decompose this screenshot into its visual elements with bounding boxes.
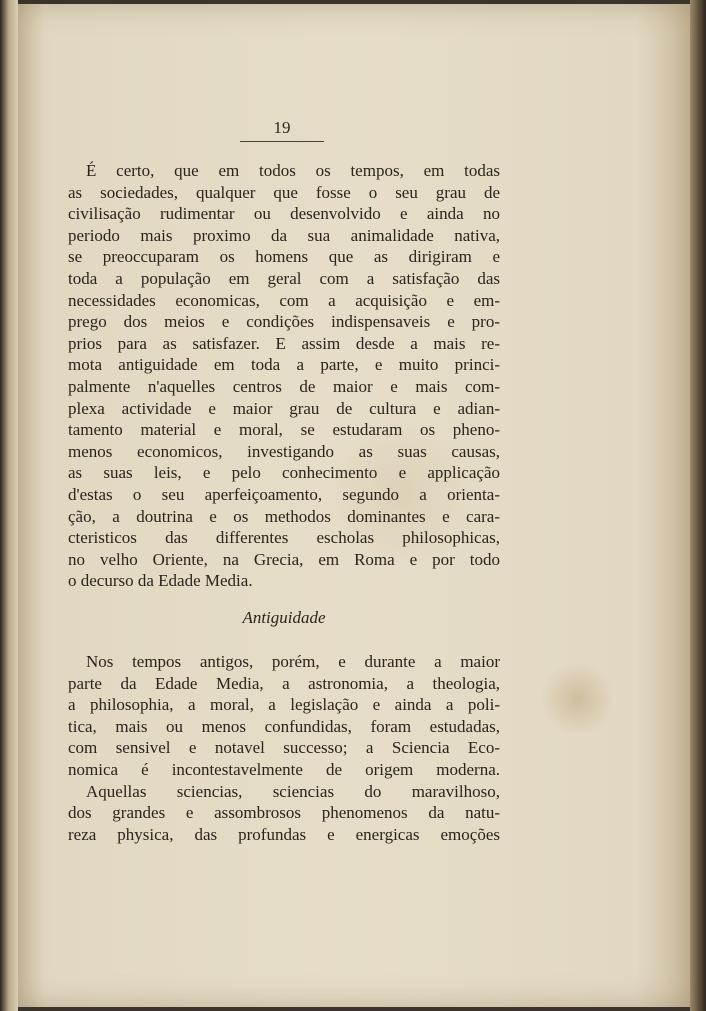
text-line: cteristicos das differentes escholas philosophicas, <box>68 528 500 548</box>
section-heading: Antiguidade <box>242 608 326 627</box>
text-line: periodo mais proximo da sua animalidade nativa, <box>68 225 500 245</box>
text-line: É certo, que em todos os tempos, em todas <box>86 161 500 180</box>
text-line: ção, a doutrina e os methodos dominantes e cara- <box>68 506 500 526</box>
paragraph-1 <box>68 160 500 592</box>
text-line: palmente n'aquelles centros de maior e mais com- <box>68 376 500 396</box>
text-line: no velho Oriente, na Grecia, em Roma e por todo <box>68 549 500 569</box>
text-line: toda a população em geral com a satisfação das <box>68 268 500 288</box>
paper-stain <box>538 664 618 734</box>
page-right-edge <box>690 0 706 1011</box>
text-line: o decurso da Edade Media. <box>68 571 253 591</box>
text-line: prego dos meios e condições indispensaveis e pro- <box>68 312 500 332</box>
text-line: d'estas o seu aperfeiçoamento, segundo a orienta- <box>68 484 500 504</box>
text-line: plexa actividade e maior grau de cultura e adian- <box>68 398 500 418</box>
text-line: Aquellas sciencias, sciencias do maravilhoso, <box>86 781 500 801</box>
text-line: prios para as satisfazer. E assim desde a mais re- <box>68 333 500 353</box>
text-line: as suas leis, e pelo conhecimento e applicação <box>68 463 500 483</box>
page-number: 19 <box>273 118 291 137</box>
adjacent-page-edge <box>0 0 18 1011</box>
text-line: menos economicos, investigando as suas causas, <box>68 441 500 461</box>
text-line: mota antiguidade em toda a parte, e muito princi- <box>68 355 500 375</box>
text-line: dos grandes e assombrosos phenomenos da natu- <box>68 803 500 823</box>
text-line: reza physica, das profundas e energicas emoções <box>68 824 500 844</box>
text-line: as sociedades, qualquer que fosse o seu grau de <box>68 182 500 202</box>
paragraph-2 <box>68 651 500 845</box>
text-line: parte da Edade Media, a astronomia, a theologia, <box>68 673 500 693</box>
text-line: nomica é incontestavelmente de origem moderna. <box>68 759 500 779</box>
text-line: se preoccuparam os homens que as dirigiram e <box>68 247 500 267</box>
text-line: com sensivel e notavel successo; a Sciencia Eco- <box>68 738 500 758</box>
text-line: Nos tempos antigos, porém, e durante a maior <box>86 652 500 671</box>
header-rule <box>240 141 324 142</box>
text-line: tica, mais ou menos confundidas, foram estudadas, <box>68 716 500 736</box>
text-line: necessidades economicas, com a acquisição e em- <box>68 290 500 310</box>
text-line: a philosophia, a moral, a legislação e ainda a poli- <box>68 695 500 715</box>
text-line: tamento material e moral, se estudaram os pheno- <box>68 420 500 440</box>
text-line: civilisação rudimentar ou desenvolvido e ainda no <box>68 204 500 224</box>
